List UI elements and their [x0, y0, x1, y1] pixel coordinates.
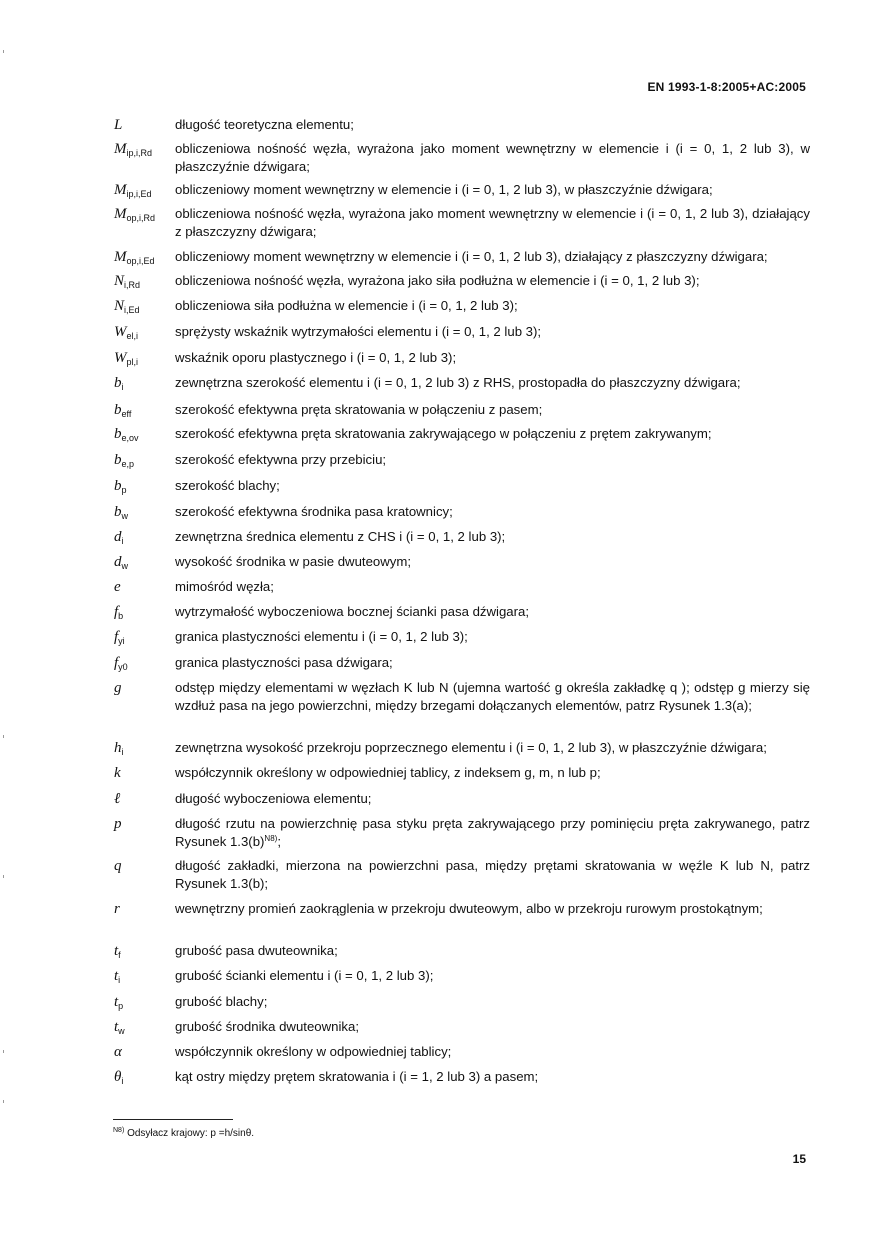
symbol-base: r: [114, 901, 120, 917]
scan-artifact: [3, 50, 4, 53]
symbol-subscript: e,ov: [121, 433, 139, 443]
symbol-description: [175, 425, 810, 443]
document-code-header: EN 1993-1-8:2005+AC:2005: [647, 80, 806, 94]
symbol-base: q: [114, 858, 122, 874]
symbol-base: M: [114, 249, 127, 265]
description-text: sprężysty wskaźnik wytrzymałości elementu i (i = 0, 1, 2 lub 3);: [175, 324, 542, 339]
symbol-base: g: [114, 680, 122, 696]
symbol-subscript: w: [121, 561, 128, 571]
symbol: [114, 553, 174, 572]
symbol-description: [175, 942, 810, 960]
symbol-description: [175, 578, 810, 596]
symbol-base: b: [114, 375, 122, 391]
symbol-subscript: yi: [118, 636, 125, 646]
symbol-description: [175, 528, 810, 546]
symbol-subscript: eff: [121, 409, 132, 419]
symbol: [114, 815, 174, 834]
symbol-subscript: p: [118, 1001, 124, 1011]
symbol: [114, 857, 174, 876]
description-text: mimośród węzła;: [175, 579, 274, 594]
symbol: [114, 1043, 174, 1062]
symbol: [114, 679, 174, 698]
description-text: długość wyboczeniowa elementu;: [175, 791, 372, 806]
symbol: [114, 181, 174, 200]
symbol-base: W: [114, 324, 127, 340]
symbol: [114, 993, 174, 1012]
symbol-subscript: e,p: [121, 459, 135, 469]
footnote-mark: N8): [113, 1127, 125, 1134]
description-text: zewnętrzna szerokość elementu i (i = 0, 1, 2 lub 3) z RHS, prostopadła do płaszczyzny dźwigara;: [175, 375, 741, 390]
symbol-description: [175, 272, 810, 290]
symbol-base: b: [114, 402, 122, 418]
symbol-base: f: [114, 655, 119, 671]
symbol: [114, 528, 174, 547]
symbol-description: [175, 553, 810, 571]
symbol-description: [175, 764, 810, 782]
description-text: granica plastyczności elementu i (i = 0, 1, 2 lub 3);: [175, 629, 468, 644]
symbol-subscript: w: [118, 1026, 125, 1036]
symbol-subscript: y0: [118, 662, 128, 672]
symbol-base: t: [114, 994, 119, 1010]
symbol-description: [175, 628, 810, 646]
symbol-base: b: [114, 452, 122, 468]
symbol-description: [175, 205, 810, 241]
description-text: wysokość środnika w pasie dwuteowym;: [175, 554, 412, 569]
page-number: 15: [792, 1152, 806, 1166]
symbol-subscript: i: [121, 536, 124, 546]
symbol: [114, 503, 174, 522]
symbol-description: [175, 248, 810, 266]
symbol-description: [175, 1068, 810, 1086]
symbol: [114, 1068, 174, 1087]
symbol-subscript: ip,i,Rd: [126, 148, 153, 158]
symbol-base: f: [114, 629, 119, 645]
description-text: obliczeniowa nośność węzła, wyrażona jako moment wewnętrzny w elemencie i (i = 0, 1, 2 lub 3), działający z płaszczyzny dźwigara;: [175, 206, 810, 239]
description-text: zewnętrzna wysokość przekroju poprzecznego elementu i (i = 0, 1, 2 lub 3), w płaszczyźnie dźwigara;: [175, 740, 767, 755]
symbol: [114, 1018, 174, 1037]
symbol: [114, 967, 174, 986]
symbol-description: [175, 739, 810, 757]
description-text: wytrzymałość wyboczeniowa bocznej ścianki pasa dźwigara;: [175, 604, 530, 619]
symbol: [114, 349, 174, 368]
description-text: obliczeniowa nośność węzła, wyrażona jako siła podłużna w elemencie i (i = 0, 1, 2 lub 3);: [175, 273, 700, 288]
symbol-base: M: [114, 141, 127, 157]
symbol-subscript: pl,i: [126, 357, 139, 367]
symbol: [114, 297, 174, 316]
symbol-description: [175, 603, 810, 621]
symbol-subscript: w: [121, 511, 128, 521]
symbol: [114, 764, 174, 783]
symbol-subscript: ip,i,Ed: [126, 189, 152, 199]
symbol-subscript: f: [118, 950, 121, 960]
footnote-text: Odsyłacz krajowy: p =h/sinθ.: [127, 1128, 255, 1139]
symbol-description: [175, 654, 810, 672]
scan-artifact: [3, 875, 4, 878]
symbol: [114, 739, 174, 758]
footnote: [113, 1128, 254, 1139]
symbol: [114, 790, 174, 809]
symbol-base: M: [114, 182, 127, 198]
symbol-description: [175, 993, 810, 1011]
description-text: grubość pasa dwuteownika;: [175, 943, 338, 958]
symbol-subscript: i: [118, 975, 121, 985]
symbol-subscript: op,i,Rd: [126, 213, 156, 223]
description-text: długość zakładki, mierzona na powierzchni pasa, między prętami skratowania w węźle K lub N, patrz Rysunek 1.3(b);: [175, 858, 810, 891]
symbol-base: d: [114, 529, 122, 545]
description-text: obliczeniowy moment wewnętrzny w elemencie i (i = 0, 1, 2 lub 3), działający z płaszczyzny dźwigara;: [175, 249, 768, 264]
description-text: granica plastyczności pasa dźwigara;: [175, 655, 393, 670]
symbol-base: b: [114, 478, 122, 494]
symbol-base: t: [114, 968, 119, 984]
symbol-description: [175, 503, 810, 521]
symbol-base: t: [114, 1019, 119, 1035]
symbol-description: [175, 349, 810, 367]
symbol-base: M: [114, 206, 127, 222]
symbol-base: k: [114, 765, 121, 781]
symbol: [114, 248, 174, 267]
footnote-reference: N8): [264, 834, 278, 843]
scan-artifact: [3, 1050, 4, 1053]
symbol: [114, 116, 174, 135]
symbol-base: θ: [114, 1069, 122, 1085]
symbol-description: [175, 857, 810, 893]
symbol: [114, 628, 174, 647]
footnote-divider: [113, 1119, 233, 1120]
symbol-description: [175, 815, 810, 851]
symbol-description: [175, 1018, 810, 1036]
description-text: szerokość efektywna przy przebiciu;: [175, 452, 387, 467]
symbol-base: t: [114, 943, 119, 959]
symbol: [114, 451, 174, 470]
description-text: grubość środnika dwuteownika;: [175, 1019, 359, 1034]
description-text: wewnętrzny promień zaokrąglenia w przekroju dwuteowym, albo w przekroju rurowym prostokątnym;: [175, 901, 763, 916]
symbol-base: b: [114, 504, 122, 520]
description-text: odstęp między elementami w węzłach K lub N (ujemna wartość g określa zakładkę q ); odstęp g mierzy się wzdłuż pasa na jego powierzchni, między brzegami dołączanych elementów, patrz Rysunek 1.3(a);: [175, 680, 810, 713]
symbol-base: f: [114, 604, 119, 620]
symbol-subscript: p: [121, 485, 127, 495]
symbol-description: [175, 477, 810, 495]
description-text: zewnętrzna średnica elementu z CHS i (i = 0, 1, 2 lub 3);: [175, 529, 506, 544]
symbol: [114, 942, 174, 961]
description-text: szerokość efektywna pręta skratowania zakrywającego w połączeniu z prętem zakrywanym;: [175, 426, 712, 441]
symbol-base: d: [114, 554, 122, 570]
symbol-subscript: b: [118, 611, 124, 621]
symbol: [114, 477, 174, 496]
description-text: grubość blachy;: [175, 994, 268, 1009]
symbol-subscript: el,i: [126, 331, 139, 341]
symbol-subscript: i: [121, 382, 124, 392]
symbol-description: [175, 401, 810, 419]
symbol-subscript: i: [121, 747, 124, 757]
symbol-description: [175, 679, 810, 715]
symbol-description: [175, 297, 810, 315]
description-text: długość rzutu na powierzchnię pasa styku pręta zakrywającego przy pominięciu pręta zakrywanego, patrz Rysunek 1.3(b): [175, 816, 810, 849]
description-text: obliczeniowy moment wewnętrzny w elemencie i (i = 0, 1, 2 lub 3), w płaszczyźnie dźwigara;: [175, 182, 713, 197]
symbol-subscript: i,Rd: [124, 280, 141, 290]
symbol-base: h: [114, 740, 122, 756]
symbol-base: N: [114, 298, 125, 314]
description-tail: ;: [277, 834, 281, 849]
description-text: wskaźnik oporu plastycznego i (i = 0, 1, 2 lub 3);: [175, 350, 457, 365]
symbol-description: [175, 140, 810, 176]
symbol: [114, 578, 174, 597]
symbol: [114, 272, 174, 291]
symbol: [114, 654, 174, 673]
symbol-description: [175, 374, 810, 392]
symbol: [114, 603, 174, 622]
symbol-base: L: [114, 117, 123, 133]
symbol-description: [175, 967, 810, 985]
symbol-subscript: i,Ed: [124, 305, 140, 315]
description-text: kąt ostry między prętem skratowania i (i = 1, 2 lub 3) a pasem;: [175, 1069, 539, 1084]
description-text: współczynnik określony w odpowiedniej tablicy, z indeksem g, m, n lub p;: [175, 765, 601, 780]
description-text: szerokość efektywna środnika pasa kratownicy;: [175, 504, 453, 519]
symbol-subscript: op,i,Ed: [126, 256, 155, 266]
symbol-base: ℓ: [114, 791, 121, 807]
symbol-subscript: i: [121, 1076, 124, 1086]
description-text: szerokość blachy;: [175, 478, 280, 493]
symbol-description: [175, 1043, 810, 1061]
symbol-description: [175, 116, 810, 134]
symbol: [114, 205, 174, 224]
symbol-base: W: [114, 350, 127, 366]
description-text: grubość ścianki elementu i (i = 0, 1, 2 lub 3);: [175, 968, 434, 983]
symbol-base: α: [114, 1044, 122, 1060]
symbol-description: [175, 181, 810, 199]
scan-artifact: [3, 735, 4, 738]
symbol: [114, 401, 174, 420]
symbol-base: N: [114, 273, 125, 289]
symbol: [114, 323, 174, 342]
symbol-description: [175, 451, 810, 469]
symbol-description: [175, 323, 810, 341]
symbol-description: [175, 900, 810, 918]
symbol: [114, 425, 174, 444]
description-text: długość teoretyczna elementu;: [175, 117, 354, 132]
symbol: [114, 374, 174, 393]
scan-artifact: [3, 1100, 4, 1103]
description-text: obliczeniowa siła podłużna w elemencie i (i = 0, 1, 2 lub 3);: [175, 298, 518, 313]
symbol-description: [175, 790, 810, 808]
symbol: [114, 900, 174, 919]
description-text: szerokość efektywna pręta skratowania w połączeniu z pasem;: [175, 402, 543, 417]
symbol-base: p: [114, 816, 122, 832]
symbol: [114, 140, 174, 159]
symbol-base: b: [114, 426, 122, 442]
description-text: współczynnik określony w odpowiedniej tablicy;: [175, 1044, 452, 1059]
description-text: obliczeniowa nośność węzła, wyrażona jako moment wewnętrzny w elemencie i (i = 0, 1, 2 lub 3), w płaszczyźnie dźwigara;: [175, 141, 810, 174]
symbol-base: e: [114, 579, 121, 595]
